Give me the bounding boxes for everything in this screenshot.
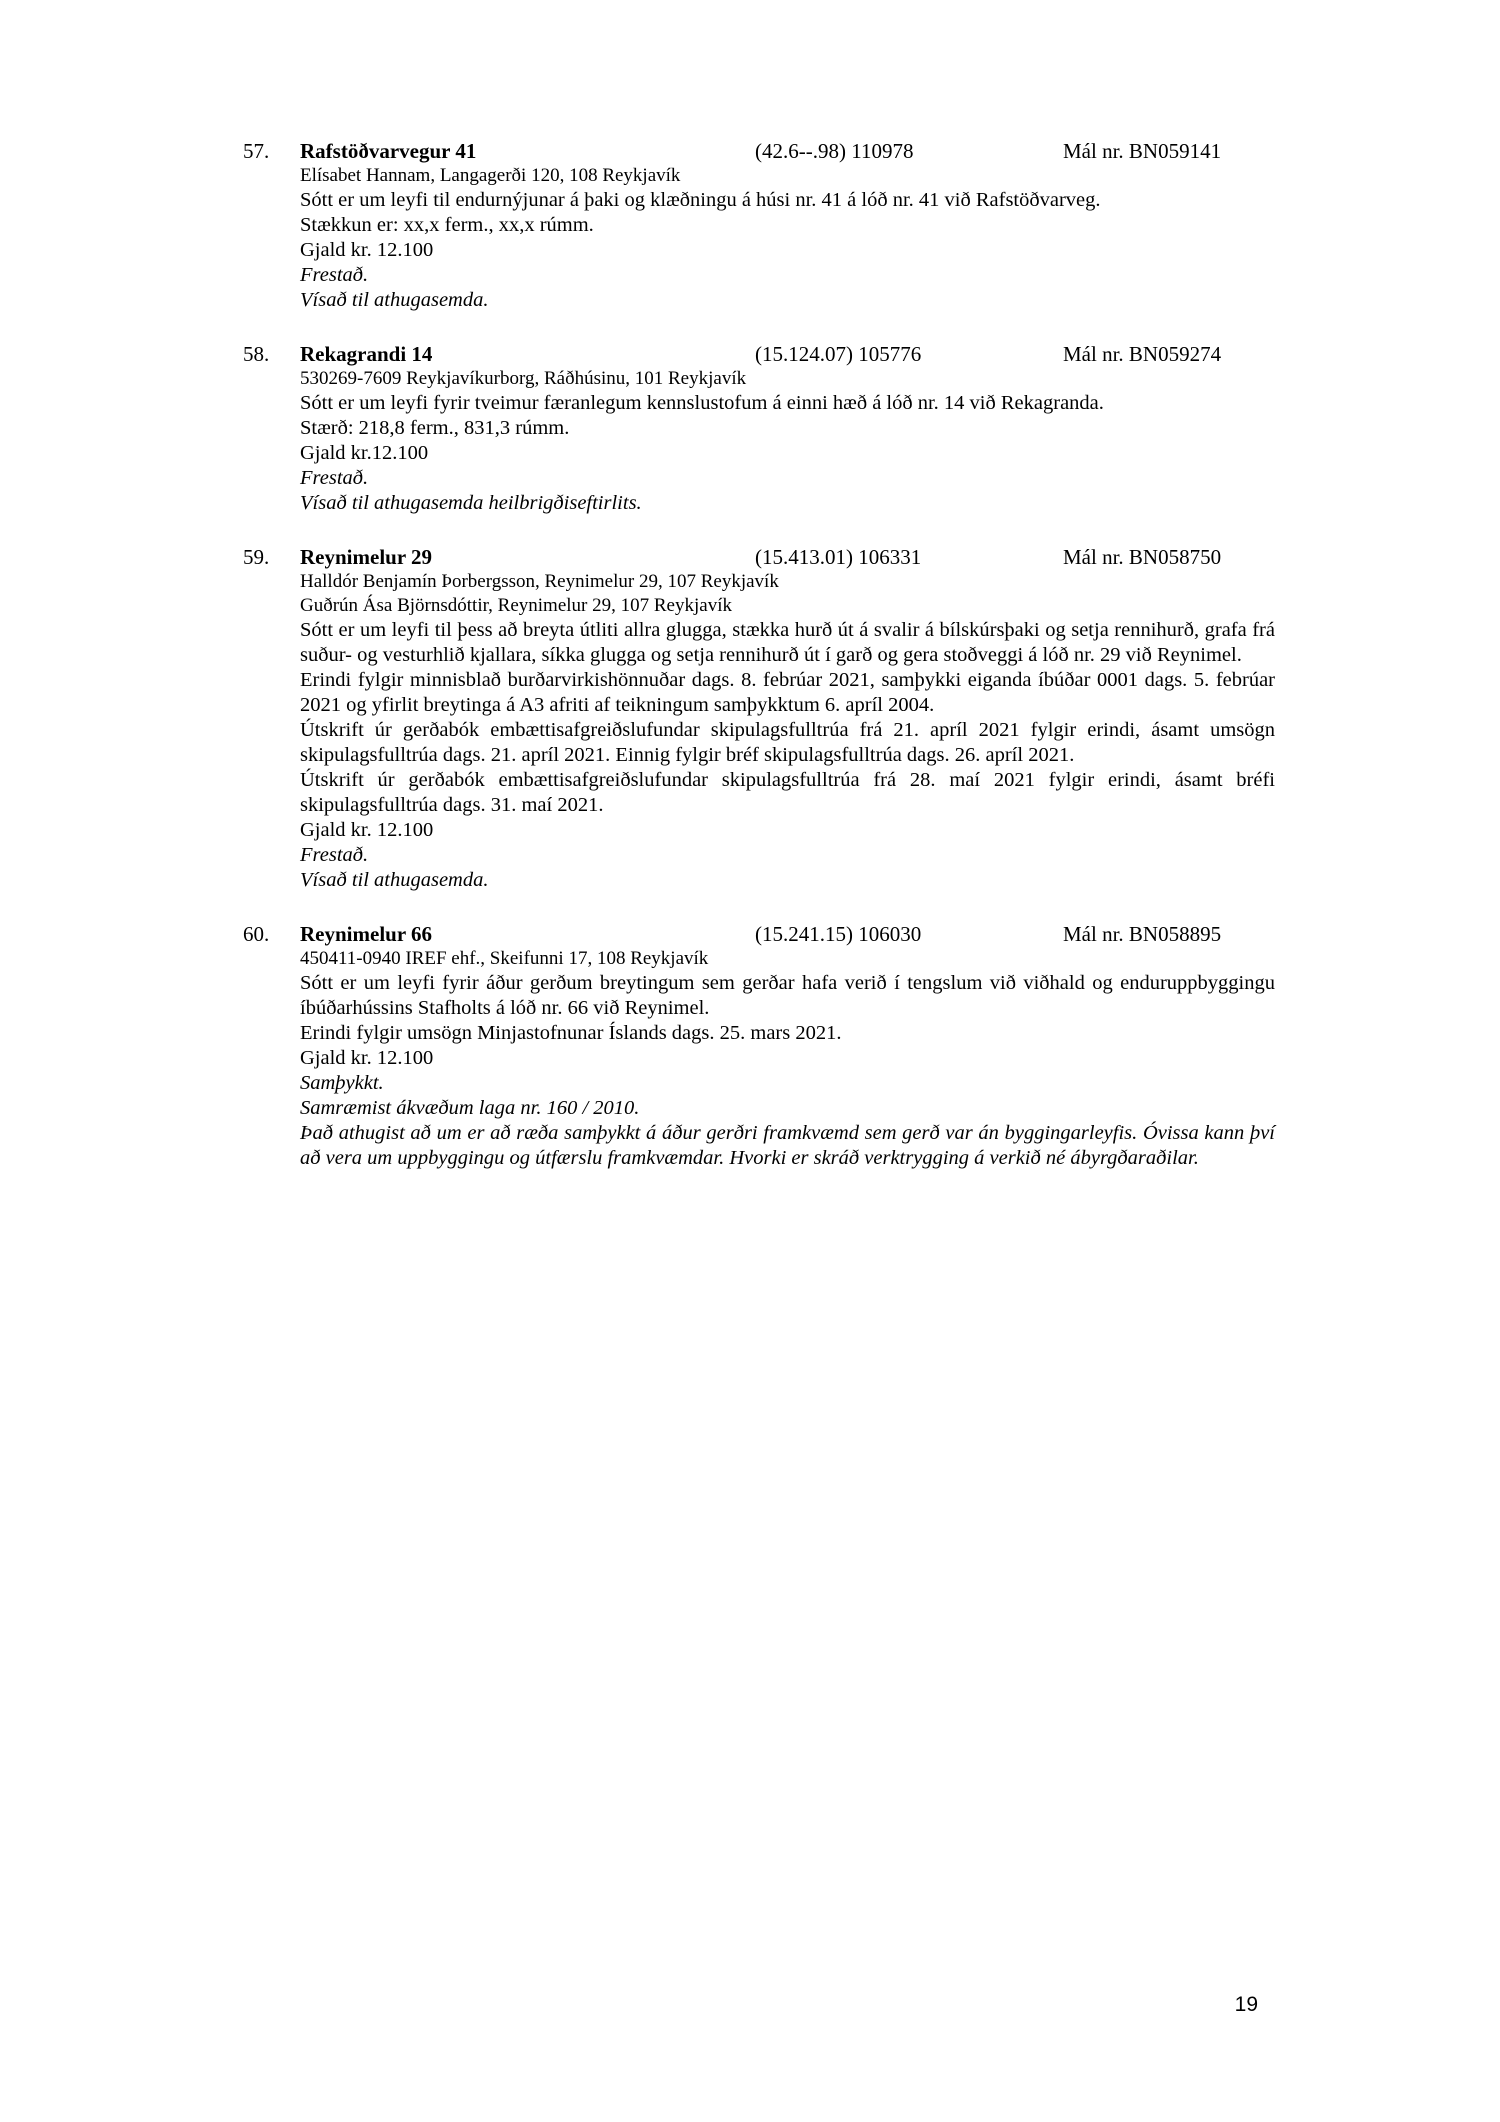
agenda-list [243,138,1275,1199]
description-paragraph: Sótt er um leyfi til endurnýjunar á þaki og klæðningu á húsi nr. 41 á lóð nr. 41 við Rafstöðvarveg. [300,189,1101,211]
size-line: Stækkun er: xx,x ferm., xx,x rúmm. [300,214,594,236]
attachment-paragraph: Útskrift úr gerðabók embættisafgreiðslufundar skipulagsfulltrúa frá 21. apríl 2021 fylgir erindi, ásamt umsögn skipulagsfulltrúa dags. 21. apríl 2021. Einnig fylgir bréf skipulagsfulltrúa dags. 26. apríl 2021. [300,719,1275,766]
fee-line: Gjald kr. 12.100 [300,239,434,261]
item-header [243,544,1275,570]
item-body [243,570,1275,893]
page-number: 19 [1234,1993,1258,2016]
item-plot-id: (15.124.07) 105776 [755,342,922,366]
agenda-item-60 [243,921,1275,1171]
agenda-item-58 [243,341,1275,516]
description-paragraph: Sótt er um leyfi til þess að breyta útliti allra glugga, stækka hurð út á svalir á bílskúrsþaki og setja rennihurð, grafa frá suður- og vesturhlið kjallara, síkka glugga og setja rennihurð út í garð og gera stoðveggi á lóð nr. 29 við Reynimel. [300,619,1275,666]
item-body [243,164,1275,313]
applicant-line: 450411-0940 IREF ehf., Skeifunni 17, 108 Reykjavík [300,948,709,969]
item-plot-id: (42.6--.98) 110978 [755,139,914,163]
description-paragraph: Sótt er um leyfi fyrir áður gerðum breytingum sem gerðar hafa verið í tengslum við viðhald og enduruppbyggingu íbúðarhússins Stafholts á lóð nr. 66 við Reynimel. [300,972,1275,1019]
item-title: Reynimelur 29 [300,545,433,569]
attachment-paragraph: Erindi fylgir minnisblað burðarvirkishönnuðar dags. 8. febrúar 2021, samþykki eiganda íbúðar 0001 dags. 5. febrúar 2021 og yfirlit breytinga á A3 afriti af teikningum samþykktum 6. apríl 2004. [300,669,1275,716]
agenda-item-59 [243,544,1275,893]
item-body [243,947,1275,1171]
fee-line: Gjald kr. 12.100 [300,1047,434,1069]
status-line: Samræmist ákvæðum laga nr. 160 / 2010. [300,1097,640,1119]
item-number: 58. [243,342,270,366]
item-number: 60. [243,922,270,946]
item-case-number: Mál nr. BN059141 [1063,139,1222,163]
description-paragraph: Sótt er um leyfi fyrir tveimur færanlegum kennslustofum á einni hæð á lóð nr. 14 við Rekagranda. [300,392,1104,414]
item-number: 59. [243,545,270,569]
size-line: Stærð: 218,8 ferm., 831,3 rúmm. [300,417,570,439]
applicant-line: 530269-7609 Reykjavíkurborg, Ráðhúsinu, 101 Reykjavík [300,368,747,389]
item-header [243,921,1275,947]
status-line: Frestað. [300,844,369,866]
status-line: Vísað til athugasemda. [300,289,489,311]
item-number: 57. [243,139,270,163]
status-line: Vísað til athugasemda. [300,869,489,891]
fee-line: Gjald kr. 12.100 [300,819,434,841]
item-header [243,341,1275,367]
agenda-item-57 [243,138,1275,313]
item-header [243,138,1275,164]
status-line: Vísað til athugasemda heilbrigðiseftirlits. [300,492,642,514]
fee-line: Gjald kr.12.100 [300,442,429,464]
attachment-paragraph: Erindi fylgir umsögn Minjastofnunar Íslands dags. 25. mars 2021. [300,1022,842,1044]
status-line: Samþykkt. [300,1072,384,1094]
attachment-paragraph: Útskrift úr gerðabók embættisafgreiðslufundar skipulagsfulltrúa frá 28. maí 2021 fylgir erindi, ásamt bréfi skipulagsfulltrúa dags. 31. maí 2021. [300,769,1275,816]
item-body [243,367,1275,516]
status-line: Frestað. [300,467,369,489]
item-title: Rafstöðvarvegur 41 [300,139,477,163]
item-case-number: Mál nr. BN059274 [1063,342,1222,366]
item-case-number: Mál nr. BN058750 [1063,545,1222,569]
status-line: Frestað. [300,264,369,286]
applicant-line: Guðrún Ása Björnsdóttir, Reynimelur 29, 107 Reykjavík [300,595,732,616]
item-title: Rekagrandi 14 [300,342,433,366]
item-plot-id: (15.241.15) 106030 [755,922,922,946]
applicant-line: Elísabet Hannam, Langagerði 120, 108 Reykjavík [300,165,681,186]
status-remark: Það athugist að um er að ræða samþykkt á áður gerðri framkvæmd sem gerð var án byggingarleyfis. Óvissa kann því að vera um uppbyggingu og útfærslu framkvæmdar. Hvorki er skráð verktrygging á verkið né ábyrgðaraðilar. [300,1122,1275,1169]
item-plot-id: (15.413.01) 106331 [755,545,922,569]
item-case-number: Mál nr. BN058895 [1063,922,1222,946]
applicant-line: Halldór Benjamín Þorbergsson, Reynimelur 29, 107 Reykjavík [300,571,779,592]
item-title: Reynimelur 66 [300,922,433,946]
